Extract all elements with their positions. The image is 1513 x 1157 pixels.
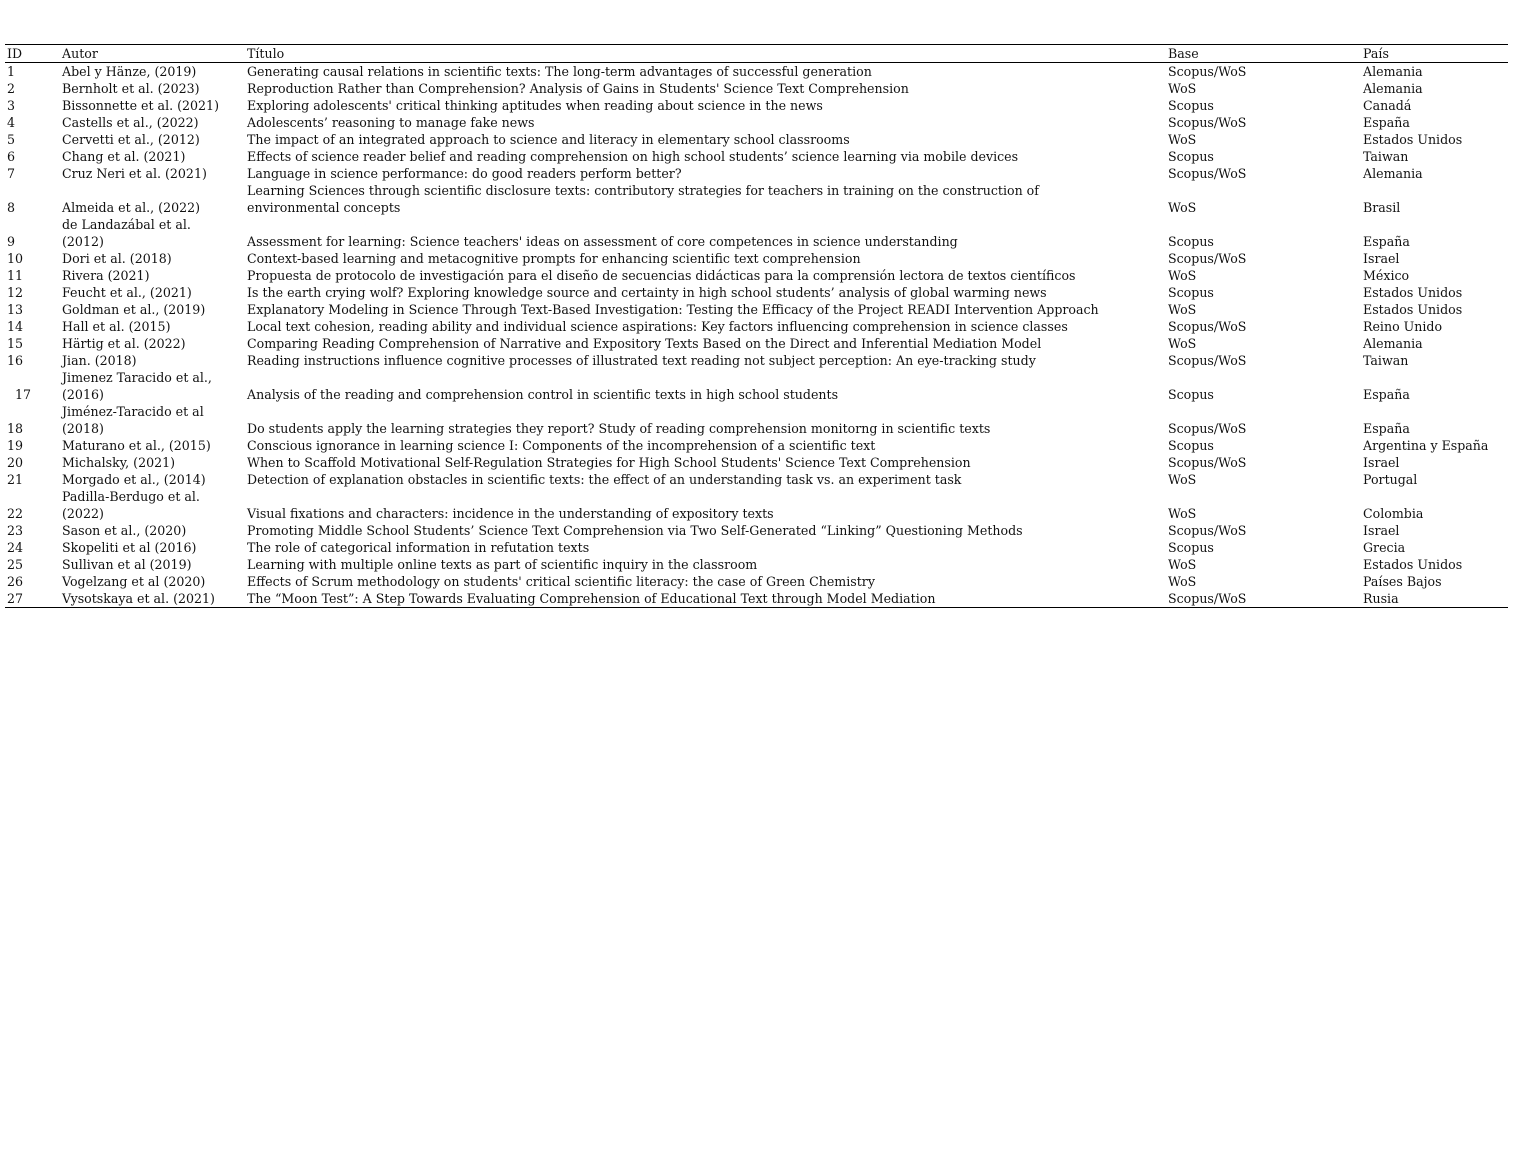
cell-titulo: Local text cohesion, reading ability and individual science aspirations: Key factors influencing comprehension in science classes (247, 319, 1068, 334)
table-row (5, 437, 1508, 454)
table-row (5, 97, 1508, 114)
cell-titulo: Comparing Reading Comprehension of Narrative and Expository Texts Based on the Direct and Inferential Mediation Model (247, 336, 1042, 351)
table-row (5, 403, 1508, 437)
cell-base: Scopus/WoS (1168, 455, 1247, 470)
cell-autor: Padilla-Berdugo et al. (2022) (62, 489, 200, 521)
cell-autor: Bernholt et al. (2023) (62, 81, 200, 96)
cell-base: WoS (1168, 506, 1197, 521)
cell-pais: Estados Unidos (1363, 557, 1463, 572)
cell-autor: Vysotskaya et al. (2021) (62, 591, 215, 606)
cell-titulo: Reproduction Rather than Comprehension? Analysis of Gains in Students' Science Text Comprehension (247, 81, 909, 96)
cell-id: 15 (7, 336, 24, 351)
table-row (5, 318, 1508, 335)
cell-pais: Grecia (1363, 540, 1406, 555)
cell-base: Scopus/WoS (1168, 523, 1247, 538)
table-row (5, 539, 1508, 556)
cell-base: Scopus (1168, 98, 1214, 113)
cell-titulo: Learning Sciences through scientific disclosure texts: contributory strategies for teachers in training on the construction of environmental concepts (247, 183, 1039, 215)
cell-id: 18 (7, 421, 24, 436)
cell-base: WoS (1168, 132, 1197, 147)
cell-pais: España (1363, 234, 1410, 249)
cell-autor: Maturano et al., (2015) (62, 438, 211, 453)
cell-titulo: When to Scaffold Motivational Self-Regulation Strategies for High School Students' Science Text Comprehension (247, 455, 971, 470)
cell-base: WoS (1168, 81, 1197, 96)
cell-titulo: Do students apply the learning strategies they report? Study of reading comprehension monitorng in scientific texts (247, 421, 991, 436)
table-row (5, 573, 1508, 590)
table-row (5, 352, 1508, 369)
cell-base: WoS (1168, 574, 1197, 589)
cell-titulo: Assessment for learning: Science teachers' ideas on assessment of core competences in science understanding (247, 234, 958, 249)
cell-autor: Castells et al., (2022) (62, 115, 199, 130)
cell-autor: Skopeliti et al (2016) (62, 540, 197, 555)
cell-titulo: Adolescents’ reasoning to manage fake news (247, 115, 535, 130)
cell-base: Scopus/WoS (1168, 353, 1247, 368)
cell-titulo: Reading instructions influence cognitive processes of illustrated text reading not subject perception: An eye-tracking study (247, 353, 1036, 368)
cell-pais: Colombia (1363, 506, 1424, 521)
cell-id: 8 (7, 200, 16, 215)
cell-base: WoS (1168, 268, 1197, 283)
cell-autor: Sullivan et al (2019) (62, 557, 192, 572)
header-pais: País (1363, 46, 1389, 61)
cell-titulo: The role of categorical information in refutation texts (247, 540, 590, 555)
table-row (5, 165, 1508, 182)
cell-pais: Alemania (1363, 64, 1423, 79)
cell-autor: Cervetti et al., (2012) (62, 132, 200, 147)
cell-base: Scopus/WoS (1168, 166, 1247, 181)
table-row (5, 114, 1508, 131)
cell-id: 9 (7, 234, 16, 249)
table-row (5, 63, 1508, 81)
cell-pais: Alemania (1363, 166, 1423, 181)
cell-base: Scopus (1168, 285, 1214, 300)
cell-pais: Israel (1363, 523, 1400, 538)
cell-pais: España (1363, 115, 1410, 130)
cell-pais: Estados Unidos (1363, 132, 1463, 147)
cell-titulo: Detection of explanation obstacles in scientific texts: the effect of an understanding task vs. an experiment task (247, 472, 962, 487)
cell-pais: España (1363, 387, 1410, 402)
cell-titulo: Promoting Middle School Students’ Science Text Comprehension via Two Self-Generated “Linking” Questioning Methods (247, 523, 1023, 538)
cell-id: 14 (7, 319, 24, 334)
table-row (5, 522, 1508, 539)
cell-pais: Israel (1363, 251, 1400, 266)
cell-id: 7 (7, 166, 16, 181)
cell-autor: Jian. (2018) (62, 353, 137, 368)
cell-id: 1 (7, 64, 16, 79)
table-row (5, 590, 1508, 608)
cell-id: 11 (7, 268, 24, 283)
cell-titulo: Is the earth crying wolf? Exploring knowledge source and certainty in high school students’ analysis of global warming news (247, 285, 1047, 300)
cell-titulo: Generating causal relations in scientific texts: The long-term advantages of successful generation (247, 64, 872, 79)
cell-id: 25 (7, 557, 24, 572)
cell-autor: Feucht et al., (2021) (62, 285, 192, 300)
cell-id: 21 (7, 472, 24, 487)
cell-autor: Abel y Hänze, (2019) (62, 64, 197, 79)
cell-titulo: The impact of an integrated approach to science and literacy in elementary school classrooms (247, 132, 850, 147)
cell-base: Scopus/WoS (1168, 251, 1247, 266)
cell-id: 13 (7, 302, 24, 317)
cell-pais: Reino Unido (1363, 319, 1443, 334)
cell-autor: Chang et al. (2021) (62, 149, 186, 164)
cell-id: 16 (7, 353, 24, 368)
cell-id: 20 (7, 455, 24, 470)
cell-pais: Brasil (1363, 200, 1401, 215)
cell-base: Scopus/WoS (1168, 115, 1247, 130)
cell-titulo: Language in science performance: do good readers perform better? (247, 166, 682, 181)
cell-id: 19 (7, 438, 24, 453)
table-row (5, 80, 1508, 97)
cell-id: 12 (7, 285, 24, 300)
cell-autor: Hall et al. (2015) (62, 319, 171, 334)
cell-autor: Almeida et al., (2022) (62, 200, 201, 215)
cell-autor: Sason et al., (2020) (62, 523, 187, 538)
cell-titulo: Visual fixations and characters: incidence in the understanding of expository texts (247, 506, 774, 521)
header-autor: Autor (62, 46, 98, 61)
table-row (5, 335, 1508, 352)
cell-base: WoS (1168, 200, 1197, 215)
table-row (5, 454, 1508, 471)
cell-id: 22 (7, 506, 24, 521)
table-row (5, 250, 1508, 267)
cell-id: 6 (7, 149, 16, 164)
cell-pais: España (1363, 421, 1410, 436)
cell-id: 23 (7, 523, 24, 538)
cell-pais: Países Bajos (1363, 574, 1442, 589)
table-row (5, 301, 1508, 318)
cell-autor: Jimenez Taracido et al., (2016) (62, 370, 212, 402)
cell-autor: Jiménez-Taracido et al (2018) (62, 404, 204, 436)
table-row (5, 556, 1508, 573)
cell-autor: Bissonnette et al. (2021) (62, 98, 219, 113)
studies-table (5, 44, 1508, 608)
cell-pais: Taiwan (1363, 353, 1409, 368)
cell-titulo: Analysis of the reading and comprehension control in scientific texts in high school students (247, 387, 839, 402)
cell-titulo: Effects of science reader belief and reading comprehension on high school students’ science learning via mobile devices (247, 149, 1019, 164)
cell-id: 10 (7, 251, 24, 266)
cell-id: 5 (7, 132, 16, 147)
cell-autor: Cruz Neri et al. (2021) (62, 166, 207, 181)
cell-titulo: Effects of Scrum methodology on students' critical scientific literacy: the case of Green Chemistry (247, 574, 875, 589)
cell-titulo: Exploring adolescents' critical thinking aptitudes when reading about science in the news (247, 98, 823, 113)
cell-id: 27 (7, 591, 24, 606)
table-row (5, 369, 1508, 403)
table-row (5, 471, 1508, 488)
cell-autor: Rivera (2021) (62, 268, 150, 283)
cell-pais: Taiwan (1363, 149, 1409, 164)
cell-base: Scopus (1168, 387, 1214, 402)
cell-titulo: Context-based learning and metacognitive prompts for enhancing scientific text comprehension (247, 251, 861, 266)
cell-id: 24 (7, 540, 24, 555)
cell-id: 26 (7, 574, 24, 589)
cell-pais: Alemania (1363, 336, 1423, 351)
cell-pais: Argentina y España (1363, 438, 1489, 453)
cell-base: WoS (1168, 336, 1197, 351)
table-row (5, 488, 1508, 522)
cell-id: 17 (15, 387, 32, 402)
cell-base: Scopus/WoS (1168, 421, 1247, 436)
cell-pais: Canadá (1363, 98, 1412, 113)
cell-id: 2 (7, 81, 16, 96)
cell-titulo: Conscious ignorance in learning science I: Components of the incomprehension of a scientific text (247, 438, 876, 453)
cell-titulo: Learning with multiple online texts as part of scientific inquiry in the classroom (247, 557, 758, 572)
cell-base: WoS (1168, 472, 1197, 487)
cell-pais: Portugal (1363, 472, 1418, 487)
cell-base: Scopus/WoS (1168, 319, 1247, 334)
cell-base: Scopus/WoS (1168, 591, 1247, 606)
table-header-row (5, 45, 1508, 63)
header-base: Base (1168, 46, 1199, 61)
cell-titulo: Propuesta de protocolo de investigación para el diseño de secuencias didácticas para la comprensión lectora de textos científicos (247, 268, 1076, 283)
cell-id: 4 (7, 115, 16, 130)
table-row (5, 284, 1508, 301)
cell-autor: Dori et al. (2018) (62, 251, 172, 266)
cell-pais: Alemania (1363, 81, 1423, 96)
cell-base: Scopus (1168, 149, 1214, 164)
cell-base: WoS (1168, 302, 1197, 317)
cell-base: WoS (1168, 557, 1197, 572)
cell-titulo: Explanatory Modeling in Science Through Text-Based Investigation: Testing the Efficacy of the Project READI Intervention Approach (247, 302, 1099, 317)
cell-autor: de Landazábal et al. (2012) (62, 217, 191, 249)
cell-pais: Israel (1363, 455, 1400, 470)
cell-base: Scopus/WoS (1168, 64, 1247, 79)
cell-pais: Estados Unidos (1363, 285, 1463, 300)
table-row (5, 131, 1508, 148)
cell-pais: Estados Unidos (1363, 302, 1463, 317)
cell-autor: Morgado et al., (2014) (62, 472, 206, 487)
table-row (5, 148, 1508, 165)
cell-base: Scopus (1168, 540, 1214, 555)
cell-autor: Michalsky, (2021) (62, 455, 176, 470)
table-row (5, 216, 1508, 250)
header-titulo: Título (247, 46, 285, 61)
table-row (5, 267, 1508, 284)
table-body (5, 63, 1508, 608)
cell-pais: Rusia (1363, 591, 1399, 606)
cell-pais: México (1363, 268, 1410, 283)
cell-autor: Vogelzang et al (2020) (62, 574, 206, 589)
cell-titulo: The “Moon Test”: A Step Towards Evaluating Comprehension of Educational Text through Model Mediation (247, 591, 936, 606)
cell-autor: Goldman et al., (2019) (62, 302, 206, 317)
table-row (5, 182, 1508, 216)
cell-base: Scopus (1168, 234, 1214, 249)
cell-base: Scopus (1168, 438, 1214, 453)
cell-autor: Härtig et al. (2022) (62, 336, 186, 351)
cell-id: 3 (7, 98, 16, 113)
header-id: ID (7, 46, 23, 61)
